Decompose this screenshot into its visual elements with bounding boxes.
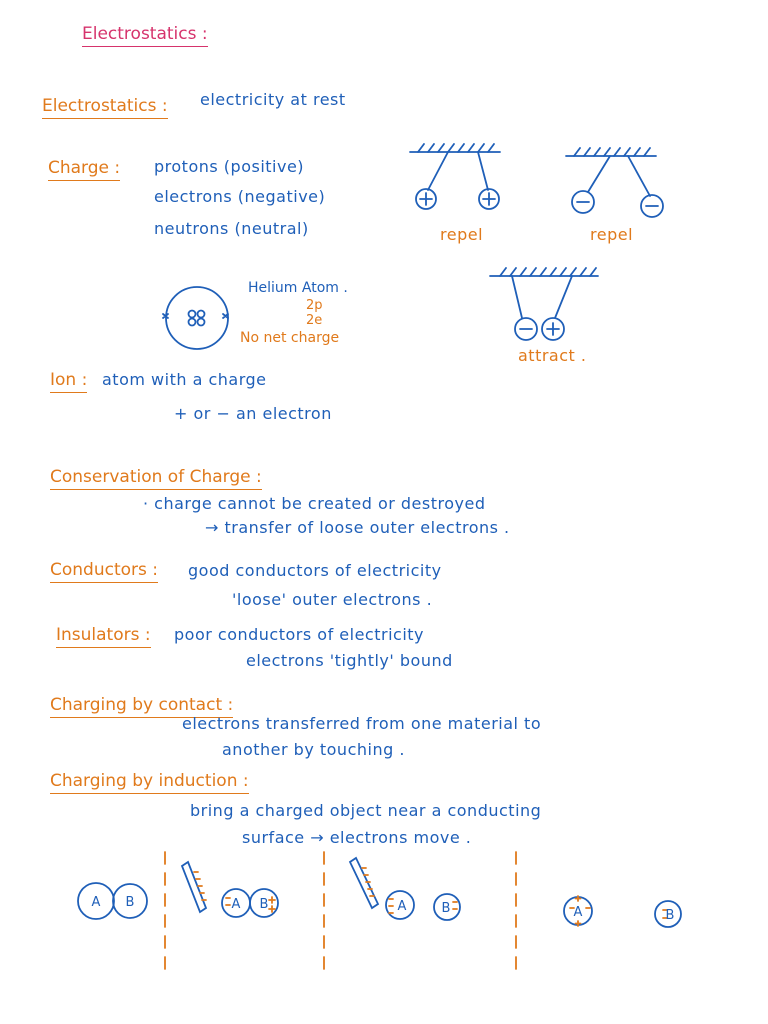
conservation-label: Conservation of Charge : [50,469,262,490]
induction-panel-1 [78,883,147,919]
charge-item: neutrons (neutral) [154,219,309,238]
sphere-b-label: B [125,895,135,910]
conductors-line2: 'loose' outer electrons . [232,590,433,609]
repel-positive-diagram [410,144,500,209]
repel-negative-diagram [566,148,663,217]
conservation-line2: → transfer of loose outer electrons . [205,518,510,537]
sphere-b-label: B [259,897,269,912]
charge-label: Charge : [48,160,120,181]
contact-line1: electrons transferred from one material to [182,714,542,733]
insulators-line2: electrons 'tightly' bound [246,651,453,670]
electrostatics-text: electricity at rest [200,90,346,109]
sphere-b-label: B [441,901,451,916]
ion-label: Ion : [50,372,87,393]
conductors-label: Conductors : [50,562,158,583]
helium-protons: 2p [306,298,323,313]
attract-label: attract . [518,346,587,365]
helium-electrons: 2e [306,313,323,328]
repel-label: repel [440,225,484,244]
sphere-a-label: A [91,895,101,910]
induction-line2: surface → electrons move . [242,828,472,847]
conductors-line1: good conductors of electricity [188,561,442,580]
ion-line2: + or − an electron [174,404,332,423]
electrostatics-label: Electrostatics : [42,98,168,119]
attract-diagram [490,268,598,340]
conservation-line1: · charge cannot be created or destroyed [143,494,486,513]
insulators-line1: poor conductors of electricity [174,625,424,644]
ion-line1: atom with a charge [102,370,267,389]
contact-label: Charging by contact : [50,697,233,718]
sphere-a-label: A [397,899,407,914]
sphere-a-label: A [573,905,583,920]
sphere-a-label: A [231,897,241,912]
helium-note: No net charge [240,330,340,346]
helium-atom-diagram [163,287,228,349]
helium-label: Helium Atom . [248,280,348,296]
induction-line1: bring a charged object near a conducting [190,801,542,820]
sphere-b-label: B [665,908,675,923]
repel-label: repel [590,225,634,244]
insulators-label: Insulators : [56,627,151,648]
induction-label: Charging by induction : [50,773,249,794]
contact-line2: another by touching . [222,740,405,759]
charge-item: electrons (negative) [154,187,326,206]
page-title: Electrostatics : [82,26,208,47]
charge-item: protons (positive) [154,157,305,176]
